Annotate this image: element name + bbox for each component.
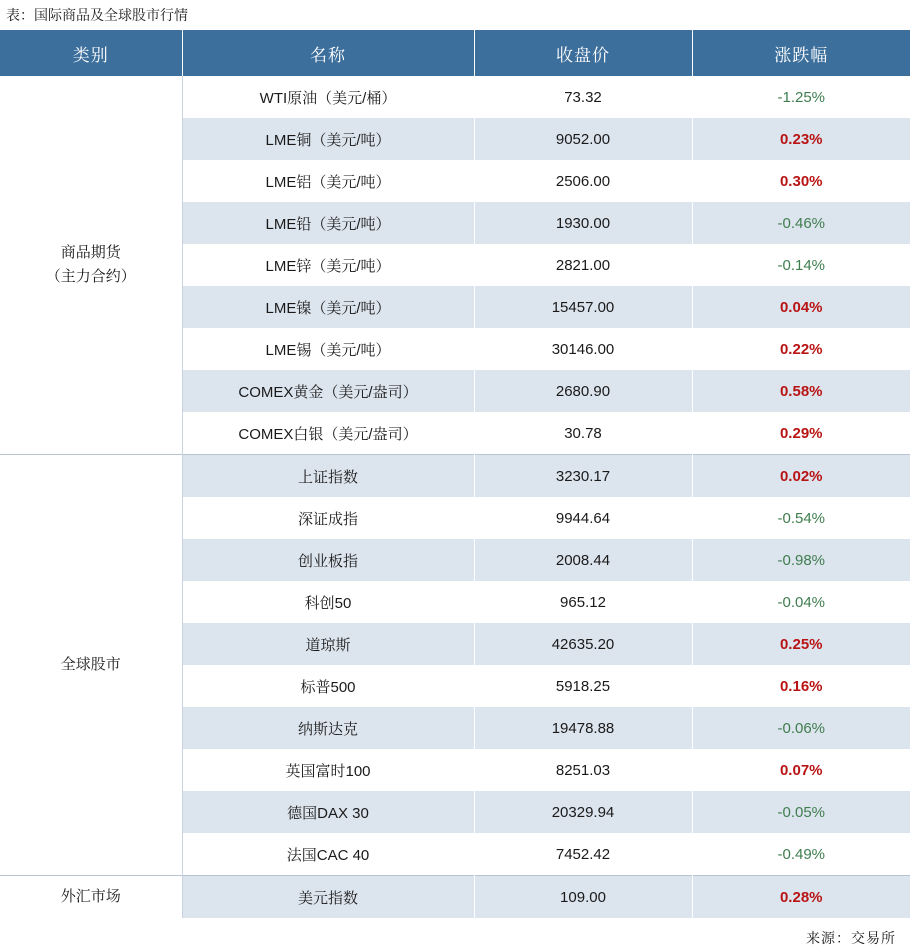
close-price-cell: 19478.88	[474, 707, 692, 749]
change-value: -0.98%	[777, 551, 826, 569]
change-value: 0.25%	[779, 635, 823, 653]
category-cell	[0, 876, 182, 919]
close-price-cell: 8251.03	[474, 749, 692, 791]
close-price-cell: 7452.42	[474, 833, 692, 876]
close-price-cell: 30.78	[474, 412, 692, 455]
change-percent-cell	[692, 497, 910, 539]
table-body	[0, 76, 910, 918]
close-price-cell: 1930.00	[474, 202, 692, 244]
instrument-name-cell: 德国DAX 30	[182, 791, 474, 833]
change-value: 0.23%	[779, 130, 823, 148]
category-label-line1: 商品期货	[60, 244, 121, 261]
change-value: 0.02%	[779, 467, 823, 485]
instrument-name-cell: 深证成指	[182, 497, 474, 539]
instrument-name-cell: LME铜（美元/吨）	[182, 118, 474, 160]
close-price-cell: 2008.44	[474, 539, 692, 581]
category-label-line2: （主力合约）	[45, 268, 136, 285]
instrument-name-cell: LME铅（美元/吨）	[182, 202, 474, 244]
category-cell	[0, 455, 182, 876]
change-percent-cell	[692, 370, 910, 412]
change-percent-cell	[692, 539, 910, 581]
table-caption: 表：国际商品及全球股市行情	[6, 7, 188, 23]
close-price-cell: 2821.00	[474, 244, 692, 286]
change-percent-cell	[692, 244, 910, 286]
instrument-name-cell: 创业板指	[182, 539, 474, 581]
instrument-name-cell: 科创50	[182, 581, 474, 623]
table-row	[0, 76, 910, 118]
close-price-cell: 2506.00	[474, 160, 692, 202]
close-price-cell: 42635.20	[474, 623, 692, 665]
close-price-cell: 15457.00	[474, 286, 692, 328]
instrument-name-cell: WTI原油（美元/桶）	[182, 76, 474, 118]
change-value: -1.25%	[777, 88, 826, 106]
change-percent-cell	[692, 833, 910, 876]
table-header	[0, 30, 910, 76]
instrument-name-cell: 上证指数	[182, 455, 474, 498]
close-price-cell: 109.00	[474, 876, 692, 919]
close-price-cell: 9944.64	[474, 497, 692, 539]
instrument-name-cell: COMEX黄金（美元/盎司）	[182, 370, 474, 412]
change-percent-cell	[692, 76, 910, 118]
table-row	[0, 455, 910, 498]
instrument-name-cell: LME锡（美元/吨）	[182, 328, 474, 370]
close-price-cell: 73.32	[474, 76, 692, 118]
column-header-category: 类别	[0, 30, 182, 76]
instrument-name-cell: LME锌（美元/吨）	[182, 244, 474, 286]
change-value: 0.28%	[779, 888, 823, 906]
change-percent-cell	[692, 118, 910, 160]
change-percent-cell	[692, 455, 910, 498]
change-value: 0.30%	[779, 172, 823, 190]
instrument-name-cell: COMEX白银（美元/盎司）	[182, 412, 474, 455]
change-value: -0.54%	[777, 509, 826, 527]
header-row	[0, 30, 910, 76]
change-percent-cell	[692, 876, 910, 919]
change-percent-cell	[692, 665, 910, 707]
change-value: -0.04%	[777, 593, 826, 611]
instrument-name-cell: 美元指数	[182, 876, 474, 919]
change-value: -0.06%	[777, 719, 826, 737]
change-value: -0.05%	[777, 803, 826, 821]
change-value: 0.22%	[779, 340, 823, 358]
source-note: 来源：交易所	[806, 930, 896, 946]
close-price-cell: 30146.00	[474, 328, 692, 370]
category-label-line1: 全球股市	[60, 656, 121, 673]
close-price-cell: 965.12	[474, 581, 692, 623]
change-value: -0.46%	[777, 214, 826, 232]
instrument-name-cell: 道琼斯	[182, 623, 474, 665]
change-value: 0.29%	[779, 424, 823, 442]
category-label-line1: 外汇市场	[60, 888, 121, 905]
change-percent-cell	[692, 286, 910, 328]
change-percent-cell	[692, 623, 910, 665]
instrument-name-cell: 英国富时100	[182, 749, 474, 791]
instrument-name-cell: 标普500	[182, 665, 474, 707]
change-percent-cell	[692, 791, 910, 833]
change-value: -0.14%	[777, 256, 826, 274]
close-price-cell: 3230.17	[474, 455, 692, 498]
table-row	[0, 876, 910, 919]
instrument-name-cell: LME镍（美元/吨）	[182, 286, 474, 328]
change-value: -0.49%	[777, 845, 826, 863]
change-percent-cell	[692, 749, 910, 791]
instrument-name-cell: LME铝（美元/吨）	[182, 160, 474, 202]
close-price-cell: 2680.90	[474, 370, 692, 412]
close-price-cell: 20329.94	[474, 791, 692, 833]
close-price-cell: 5918.25	[474, 665, 692, 707]
column-header-change: 涨跌幅	[692, 30, 910, 76]
change-value: 0.16%	[779, 677, 823, 695]
column-header-close: 收盘价	[474, 30, 692, 76]
instrument-name-cell: 纳斯达克	[182, 707, 474, 749]
column-header-name: 名称	[182, 30, 474, 76]
category-cell	[0, 76, 182, 455]
change-percent-cell	[692, 202, 910, 244]
change-value: 0.07%	[779, 761, 823, 779]
change-percent-cell	[692, 581, 910, 623]
change-percent-cell	[692, 160, 910, 202]
change-value: 0.58%	[779, 382, 823, 400]
change-percent-cell	[692, 328, 910, 370]
change-percent-cell	[692, 412, 910, 455]
change-value: 0.04%	[779, 298, 823, 316]
instrument-name-cell: 法国CAC 40	[182, 833, 474, 876]
market-quotes-table	[0, 30, 910, 918]
close-price-cell: 9052.00	[474, 118, 692, 160]
change-percent-cell	[692, 707, 910, 749]
